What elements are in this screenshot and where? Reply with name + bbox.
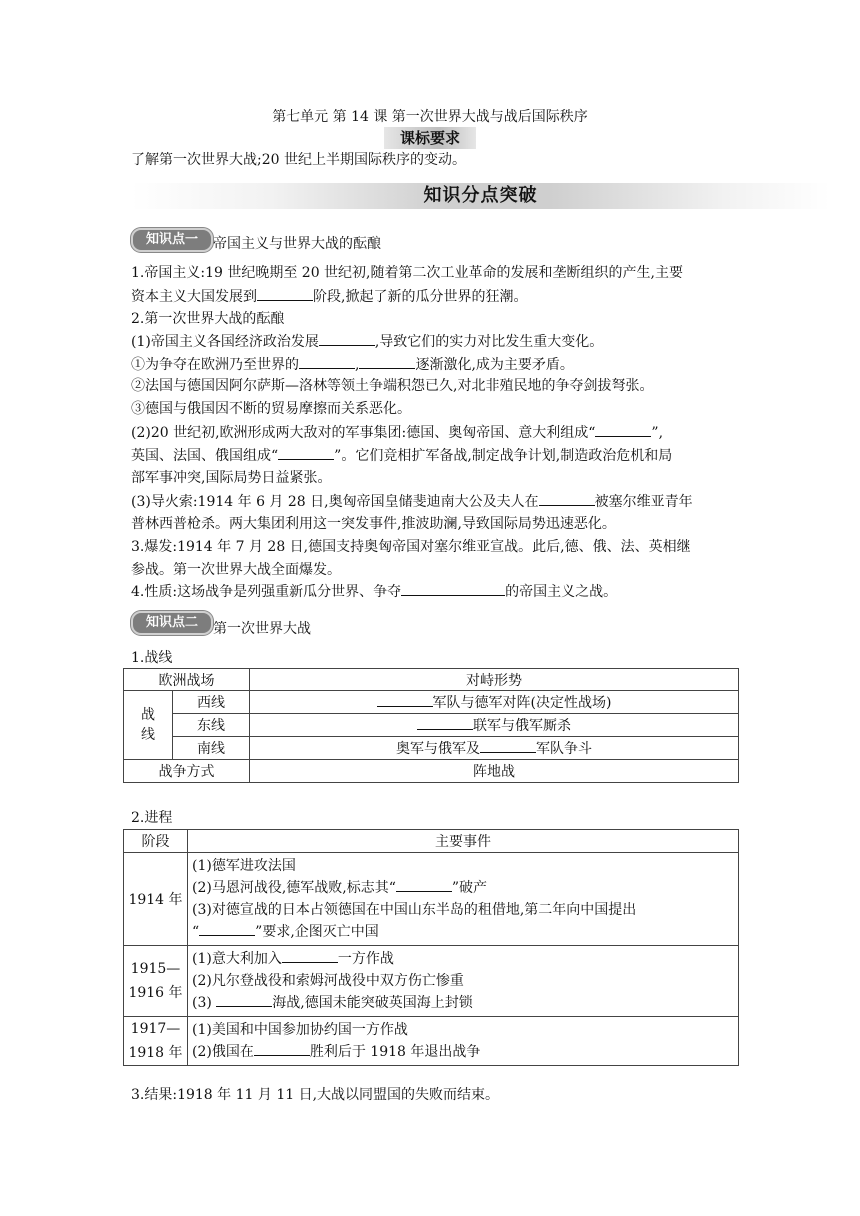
kp1-p4: ①为争夺在欧洲乃至世界的 , 逐渐激化,成为主要矛盾。 [131, 354, 574, 375]
knowledge-point-badge-2: 知识点二 [131, 611, 213, 635]
section-label: 课标要求 [384, 127, 476, 149]
kp1-p7: (2)20 世纪初,欧洲形成两大敌对的军事集团:德国、奥匈帝国、意大利组成“ ”, [131, 422, 663, 443]
requirement-text: 了解第一次世界大战;20 世纪上半期国际秩序的变动。 [131, 152, 466, 168]
kp1-p1a: 1.帝国主义:19 世纪晚期至 20 世纪初,随着第二次工业革命的发展和垄断组织的产生,主要 [131, 265, 683, 281]
result-text: 3.结果:1918 年 11 月 11 日,大战以同盟国的失败而结束。 [131, 1087, 500, 1103]
kp1-p8: 英国、法国、俄国组成“ ”。它们竞相扩军备战,制定战争计划,制造政治危机和局 [131, 445, 672, 466]
table-header: 阶段 [124, 830, 188, 853]
kp1-p14: 4.性质:这场战争是列强重新瓜分世界、争夺 的帝国主义之战。 [131, 581, 617, 602]
kp1-p1b: 资本主义大国发展到 阶段,掀起了新的瓜分世界的狂潮。 [131, 286, 527, 307]
section-progress: 2.进程 [131, 810, 173, 826]
progress-table [123, 829, 739, 1066]
table-cell: (1)德军进攻法国 (2)马恩河战役,德军战败,标志其“ ”破产 (3)对德宣战的日本占领德国在中国山东半岛的租借地,第二年向中国提出 “ ”要求,企图灭亡中国 [188, 853, 739, 946]
kp1-p10: (3)导火索:1914 年 6 月 28 日,奥匈帝国皇储斐迪南大公及夫人在 被塞尔维亚青年 [131, 491, 693, 512]
kp1-p3: (1)帝国主义各国经济政治发展 ,导致它们的实力对比发生重大变化。 [131, 331, 603, 352]
table-header: 对峙形势 [250, 669, 739, 691]
table-header: 欧洲战场 [124, 669, 250, 691]
knowledge-banner: 知识分点突破 [131, 183, 830, 209]
table-cell: 东线 [173, 714, 250, 737]
table-header: 主要事件 [188, 830, 739, 853]
knowledge-point-badge-1: 知识点一 [131, 228, 213, 252]
kp1-p5: ②法国与德国因阿尔萨斯—洛林等领土争端积怨已久,对北非殖民地的争夺剑拔弩张。 [131, 378, 654, 394]
kp1-p12: 3.爆发:1914 年 7 月 28 日,德国支持奥匈帝国对塞尔维亚宣战。此后,德、俄、法、英相继 [131, 539, 691, 555]
table-cell: 奥军与俄军及 军队争斗 [250, 737, 739, 760]
table-cell: 西线 [173, 691, 250, 714]
table-cell: 1915— 1916 年 [124, 946, 188, 1017]
table-cell: 1914 年 [124, 853, 188, 946]
kp1-p9: 部军事冲突,国际局势日益紧张。 [131, 470, 332, 486]
frontlines-table [123, 668, 739, 783]
kp1-p6: ③德国与俄国因不断的贸易摩擦而关系恶化。 [131, 401, 411, 417]
kp1-title: 帝国主义与世界大战的酝酿 [213, 236, 381, 252]
table-cell: 战争方式 [124, 760, 250, 783]
frontline-group-label: 战线 [124, 691, 173, 760]
table-cell: 军队与德军对阵(决定性战场) [250, 691, 739, 714]
table-cell: (1)美国和中国参加协约国一方作战 (2)俄国在 胜利后于 1918 年退出战争 [188, 1017, 739, 1066]
section-frontlines: 1.战线 [131, 650, 173, 666]
table-cell: (1)意大利加入 一方作战 (2)凡尔登战役和索姆河战役中双方伤亡惨重 (3) 海战,德国未能突破英国海上封锁 [188, 946, 739, 1017]
page-title: 第七单元 第 14 课 第一次世界大战与战后国际秩序 [272, 109, 588, 125]
kp1-p2: 2.第一次世界大战的酝酿 [131, 311, 285, 327]
kp1-p13: 参战。第一次世界大战全面爆发。 [131, 562, 341, 578]
table-cell: 联军与俄军厮杀 [250, 714, 739, 737]
table-cell: 1917— 1918 年 [124, 1017, 188, 1066]
kp1-p11: 普林西普枪杀。两大集团利用这一突发事件,推波助澜,导致国际局势迅速恶化。 [131, 516, 616, 532]
table-cell: 南线 [173, 737, 250, 760]
kp2-title: 第一次世界大战 [213, 621, 311, 637]
table-cell: 阵地战 [250, 760, 739, 783]
